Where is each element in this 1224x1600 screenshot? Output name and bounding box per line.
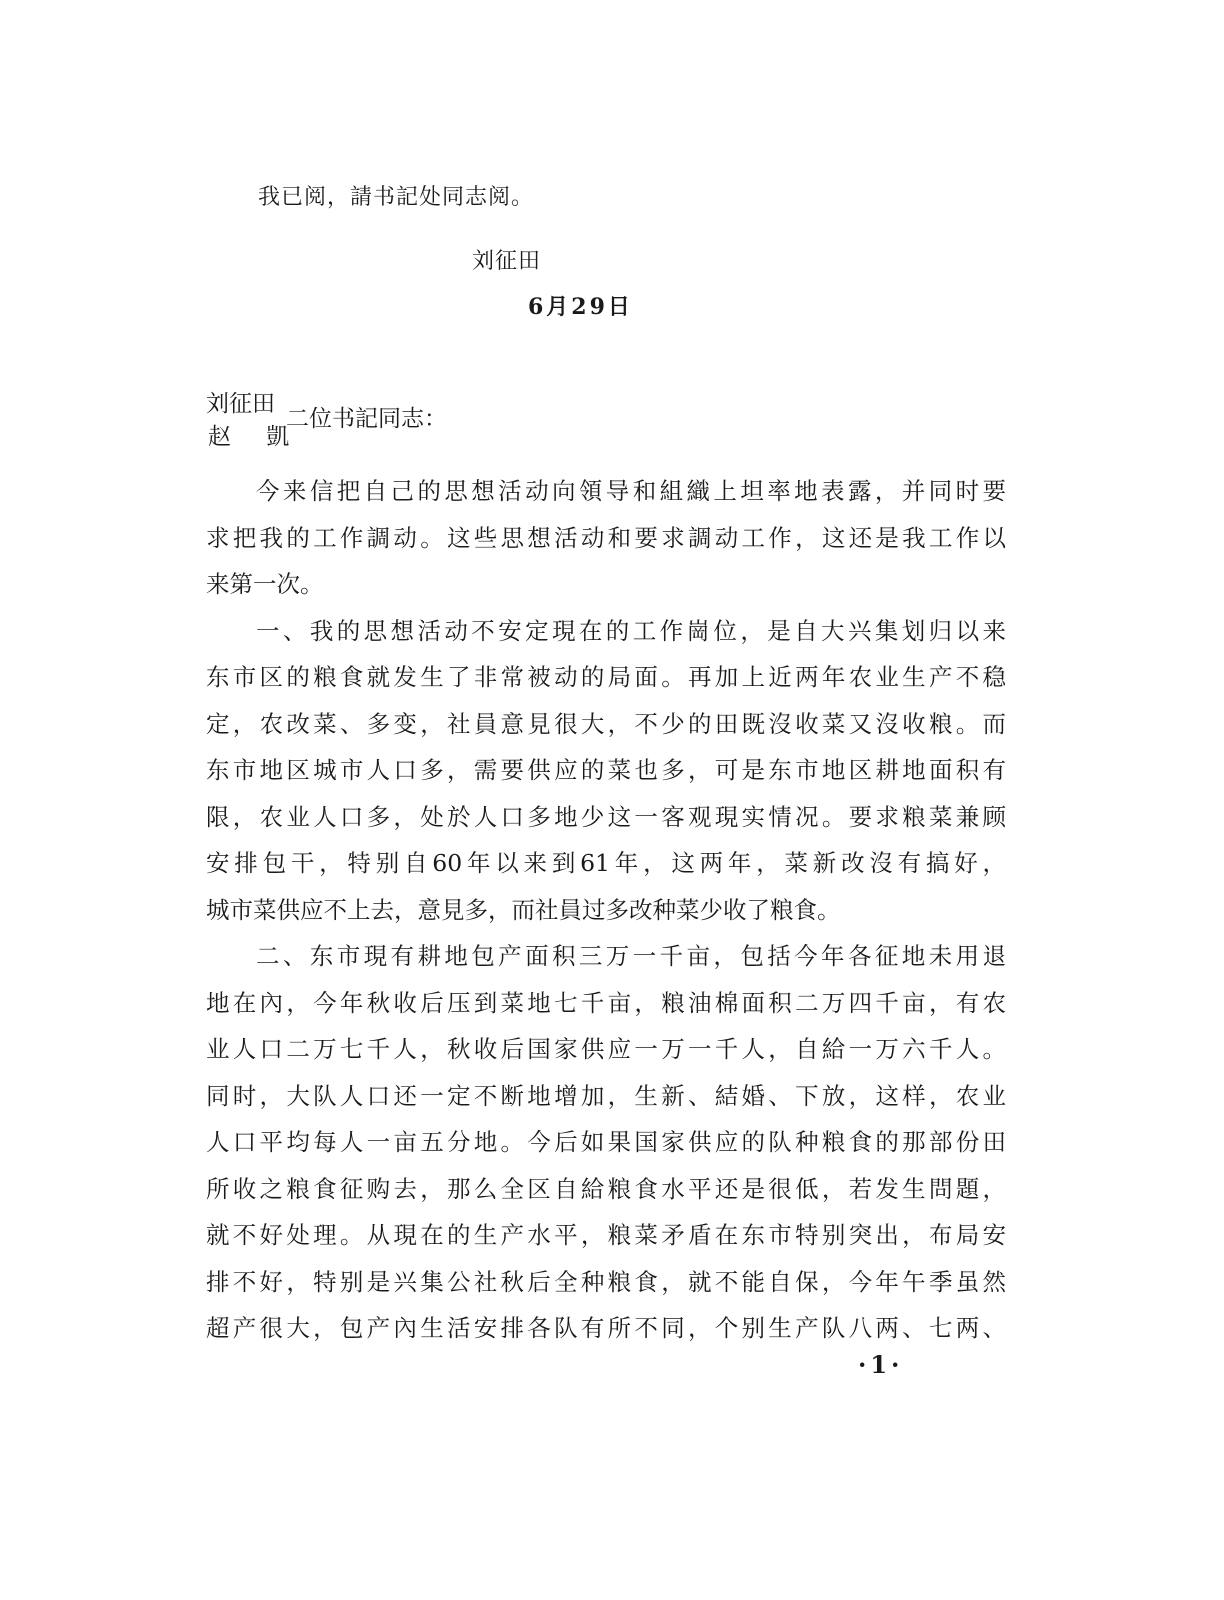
body-line: 所收之粮食征购去，那么全区自給粮食水平还是很低，若发生問題， [206, 1174, 1006, 1203]
body-line: 东市区的粮食就发生了非常被动的局面。再加上近两年农业生产不稳 [206, 663, 1006, 691]
body-line: 人口平均每人一亩五分地。今后如果国家供应的队种粮食的那部份田 [206, 1128, 1006, 1156]
approval-date: 6月29日 [528, 294, 633, 320]
body-line: 超产很大，包产內生活安排各队有所不同，个别生产队八两、七两、 [206, 1314, 1006, 1342]
addressee-name-1: 刘征田 [206, 391, 275, 417]
approval-note: 我已阅，請书記处同志阅。 [258, 185, 535, 210]
body-line: 今来信把自己的思想活动向領导和組織上坦率地表露，并同时要 [256, 477, 1006, 505]
addressee-name-2: 赵 凱 [208, 424, 304, 450]
body-line: 一、我的思想活动不安定現在的工作崗位，是自大兴集划归以来 [256, 616, 1006, 645]
body-line: 同时，大队人口还一定不断地增加，生新、結婚、下放，这样，农业 [206, 1081, 1006, 1110]
body-line: 来第一次。 [206, 570, 324, 598]
body-line: 地在內，今年秋收后压到菜地七千亩，粮油棉面积二万四千亩，有农 [206, 988, 1006, 1017]
body-line: 安排包干，特别自60年以来到61年，这两年，菜新改沒有搞好， [206, 849, 1006, 877]
body-line: 就不好处理。从現在的生产水平，粮菜矛盾在东市特别突出，布局安 [206, 1221, 1006, 1249]
page-number: ·1· [858, 1350, 904, 1379]
salutation-title: 二位书記同志： [286, 406, 447, 432]
body-line: 限，农业人口多，处於人口多地少这一客观現实情况。要求粮菜兼顾 [206, 802, 1006, 831]
body-line: 二、东市現有耕地包产面积三万一千亩，包括今年各征地未用退 [256, 942, 1006, 970]
body-line: 求把我的工作調动。这些思想活动和要求調动工作，这还是我工作以 [206, 523, 1006, 552]
letter-body [206, 468, 1006, 1352]
body-line: 业人口二万七千人，秋收后国家供应一万一千人，自給一万六千人。 [206, 1035, 1006, 1063]
body-line: 排不好，特别是兴集公社秋后全种粮食，就不能自保，今年午季虽然 [206, 1267, 1006, 1296]
body-line: 定，农改菜、多变，社員意見很大，不少的田既沒收菜又沒收粮。而 [206, 709, 1006, 738]
body-line: 东市地区城市人口多，需要供应的菜也多，可是东市地区耕地面积有 [206, 756, 1006, 784]
body-line: 城市菜供应不上去，意見多，而社員过多改种菜少收了粮食。 [206, 895, 841, 924]
approval-signer: 刘征田 [472, 249, 542, 274]
